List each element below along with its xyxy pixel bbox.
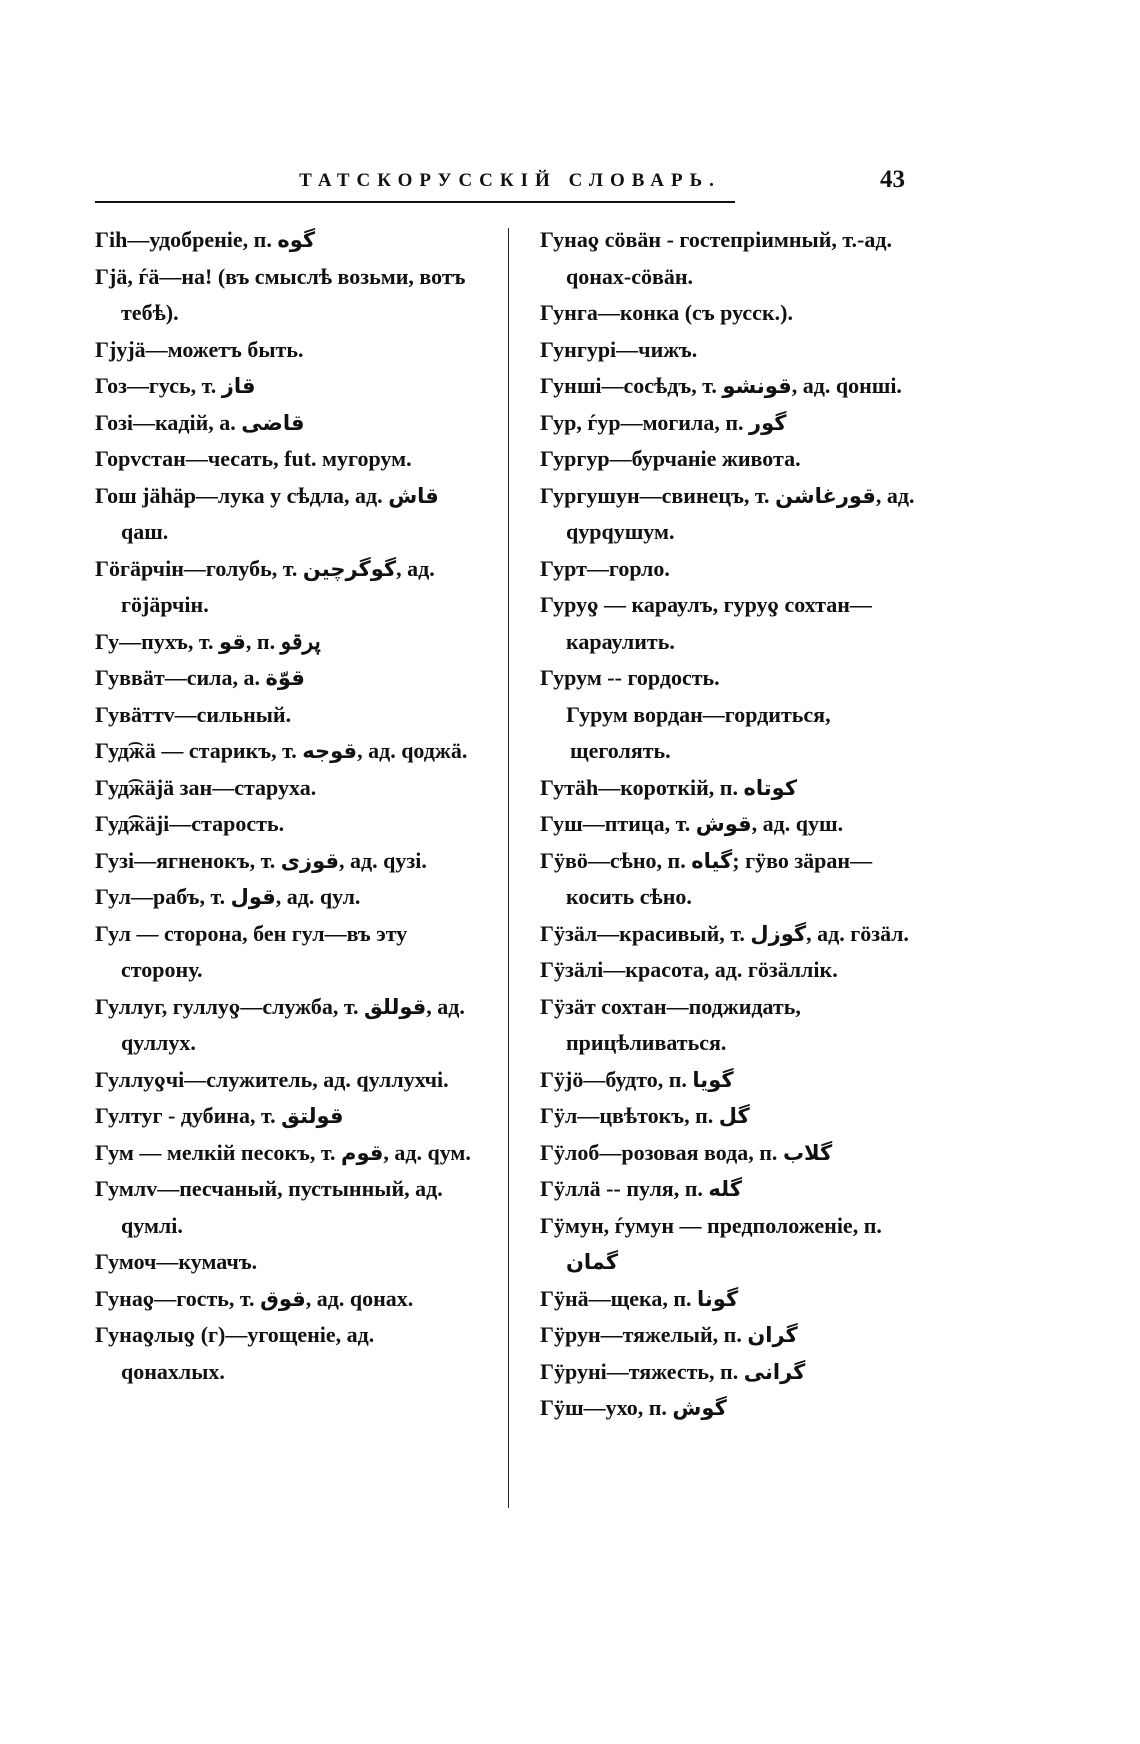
entry-text: Гумлv—песчаный, пустынный, ад. qумлі. [95,1176,443,1238]
entry-text: Гувäттv—сильный. [95,701,292,727]
dictionary-entry [540,478,928,551]
entry-text-continued: , ад. qоншi. [791,373,902,398]
entry-text-continued: , ад. qуш. [751,811,844,836]
entry-text: Гӱзäт сохтан—поджидать, прицѣливаться. [540,993,801,1055]
entry-text: Гургушун—свинецъ, т. [540,482,776,508]
entry-text-continued: , ад. qузі. [339,847,427,873]
arabic-script-word: قولتق [281,1104,344,1128]
arabic-script-word: گونا [697,1286,739,1311]
entry-text: Гöгäрчін—голубь, т. [95,555,303,581]
dictionary-entry [95,733,480,770]
entry-text: Гул — сторона, бен гул—въ эту сторону. [95,920,408,982]
dictionary-entry [95,989,480,1062]
dictionary-entry [540,441,928,478]
arabic-script-word: گوگرچین [302,556,397,581]
arabic-script-word: کوتاه [743,775,798,800]
dictionary-entry [540,1098,928,1135]
arabic-script-word: قوللق [363,994,427,1019]
entry-text: Гу—пухъ, т. [95,628,219,654]
entry-text: Гумоч—кумачъ. [95,1249,258,1274]
dictionary-entry [540,332,928,369]
dictionary-entry [95,332,480,369]
dictionary-entry [540,1354,928,1391]
dictionary-entry [540,295,928,332]
dictionary-entry [540,1317,928,1354]
dictionary-entry [95,551,480,624]
dictionary-entry [95,1244,480,1281]
dictionary-entry [540,1135,928,1172]
dictionary-entry [95,368,480,405]
dictionary-entry [540,806,928,843]
entry-text-continued: , ад. qурqушум. [566,482,915,544]
arabic-script-word: قوق [260,1286,306,1311]
entry-text: Гузі—ягненокъ, т. [95,847,281,873]
arabic-script-word: قوّة [265,666,305,690]
entry-text: Гурум -- гордость. [540,665,720,690]
entry-text-continued: , ад. qонах. [305,1285,414,1311]
entry-text: Гозі—кадій, а. [95,409,242,435]
arabic-script-word: قو [218,629,246,654]
entry-text: Гутäһ—короткій, п. [540,774,744,800]
entry-text: Гунаƍлыƍ (г)—угощеніе, ад. qонахлых. [95,1322,375,1384]
entry-text: Гуввäт—сила, а. [95,665,266,690]
dictionary-entry [95,1171,480,1244]
entry-text: Горvстан—чесать, fut. мугорум. [95,446,412,471]
dictionary-entry [95,879,480,916]
dictionary-entry [95,806,480,843]
entry-text: Гунгурі—чижъ. [540,336,698,362]
dictionary-entry [95,1317,480,1390]
arabic-script-word: قول [230,885,276,909]
entry-text: Гӱмун, ѓумун — предположеніе, п. [540,1212,882,1238]
entry-text: Гош jäһäр—лука у сѣдла, ад. [95,482,389,508]
entry-text: Гуллуг, гуллуƍ—служба, т. [95,993,364,1019]
entry-text: Гӱл—цвѣтокъ, п. [540,1103,719,1128]
dictionary-entry [95,624,480,661]
entry-text: Гјујä—можетъ быть. [95,336,304,362]
dictionary-entry [95,222,480,259]
arabic-script-word: گوزل [750,921,807,946]
entry-text: Гуллуƍчі—служитель, ад. qуллухчі. [95,1066,449,1092]
dictionary-entry [540,916,928,953]
entry-text-continued: , ад. гöjäрчін. [121,555,435,617]
entry-text: Гунаƍ—гость, т. [95,1285,261,1311]
entry-text: Гӱвö—сѣно, п. [540,847,692,873]
entry-text: Гоз—гусь, т. [95,373,222,398]
arabic-script-word: قاز [221,374,256,398]
entry-text: Гуншi—сосѣдъ, т. [540,373,723,398]
entry-text: Гӱзäлі—красота, ад. гöзäллік. [540,957,838,982]
dictionary-entry [95,1135,480,1172]
dictionary-entry [540,368,928,405]
dictionary-entry [95,916,480,989]
arabic-script-word: گمان [566,1250,619,1274]
header-rule [95,201,735,203]
dictionary-entry [540,1208,928,1281]
dictionary-entry [540,770,928,807]
arabic-script-word: گل [718,1104,750,1128]
dictionary-entry [95,441,480,478]
arabic-script-word: گرانی [743,1359,806,1384]
arabic-script-word: گور [749,410,787,435]
right-column [540,222,928,1427]
arabic-script-word: گله [708,1177,742,1201]
entry-text: Гуруƍ — караулъ, гуруƍ сохтан—караулить. [540,592,872,654]
dictionary-entry [95,1098,480,1135]
dictionary-entry [540,551,928,588]
dictionary-entry [540,989,928,1062]
entry-text-continued: qаш. [121,519,169,544]
dictionary-entry [95,405,480,442]
entry-text: Гурум вордан—гордиться, щеголять. [566,701,831,763]
page-number: 43 [880,166,905,193]
dictionary-entry [540,1390,928,1427]
entry-text: Гӱруні—тяжесть, п. [540,1358,744,1384]
dictionary-entry [95,660,480,697]
dictionary-entry [540,660,928,697]
dictionary-entry [540,1281,928,1318]
entry-text: Гуд͡жäjі—старость. [95,811,285,836]
arabic-script-word: قوم [341,1140,384,1165]
arabic-script-word: گیاه [691,848,733,873]
entry-text: Гум — мелкій песокъ, т. [95,1139,342,1165]
entry-text: Гуш—птица, т. [540,811,696,836]
dictionary-entry [95,478,480,551]
entry-text: Гуд͡жäjä зан—старуха. [95,774,317,800]
entry-text-continued: , ад. qуллух. [121,993,465,1055]
entry-text-continued: , п. پرقو [245,628,321,654]
arabic-script-word: گلاب [782,1140,833,1165]
entry-text: Гӱш—ухо, п. [540,1395,673,1420]
arabic-script-word: قاضی [241,410,305,435]
entry-text: Гурт—горло. [540,555,670,581]
column-divider [508,228,509,1508]
dictionary-entry [540,952,928,989]
entry-text: Гул—рабъ, т. [95,884,231,909]
entry-text: Гуд͡жä — старикъ, т. [95,738,303,763]
arabic-script-word: گوه [277,228,316,252]
arabic-script-word: قوش [695,812,752,836]
entry-text: Гултуг - дубина, т. [95,1103,282,1128]
entry-text: Гургур—бурчаніе живота. [540,446,801,471]
dictionary-entry [95,697,480,734]
arabic-script-word: قورغاشن [775,483,876,508]
entry-text: Гіһ—удобреніе, п. [95,227,278,252]
running-header: ТАТСКОРУССКІЙ СЛОВАРЬ. [299,170,721,191]
dictionary-entry [95,843,480,880]
dictionary-entry [540,1171,928,1208]
entry-text-continued: , ад. qоджä. [357,738,468,763]
dictionary-entry [95,259,480,332]
dictionary-entry [540,222,928,295]
dictionary-entry [540,1062,928,1099]
dictionary-entry [95,770,480,807]
arabic-script-word: گوش [672,1396,727,1420]
entry-text: Гӱрун—тяжелый, п. [540,1322,748,1347]
entry-text: Гӱнä—щека, п. [540,1285,698,1311]
dictionary-entry [540,697,928,770]
arabic-script-word: قوجه [302,739,358,763]
entry-text: Гjä, ѓä—на! (въ смыслѣ возьми, вотъ тебѣ). [95,263,466,325]
arabic-script-word: قوزی [280,848,340,873]
entry-text: Гунаƍ сöвäн - гостепріимный, т.-ад. qонах-сöвäн. [540,227,892,289]
entry-text: Гунга—конка (съ русск.). [540,300,793,325]
entry-text: Гур, ѓур—могила, п. [540,409,749,435]
entry-text-continued: , ад. qул. [275,884,361,909]
entry-text: Гӱлоб—розовая вода, п. [540,1139,783,1165]
arabic-script-word: قاش [388,483,439,508]
entry-text: Гӱллä -- пуля, п. [540,1176,709,1201]
entry-text-continued: ; гӱво зäран—косить сѣно. [566,847,873,909]
entry-text: Гӱjö—будто, п. [540,1066,693,1092]
left-column [95,222,480,1390]
dictionary-entry [95,1281,480,1318]
entry-text-continued: , ад. qум. [383,1139,471,1165]
dictionary-entry [95,1062,480,1099]
dictionary-entry [540,843,928,916]
dictionary-entry [540,587,928,660]
dictionary-entry [540,405,928,442]
arabic-script-word: گران [747,1323,798,1347]
entry-text: Гӱзäл—красивый, т. [540,920,751,946]
entry-text-continued: , ад. гöзäл. [806,920,909,946]
arabic-script-word: قونشو [722,374,792,398]
arabic-script-word: گويا [692,1067,734,1092]
